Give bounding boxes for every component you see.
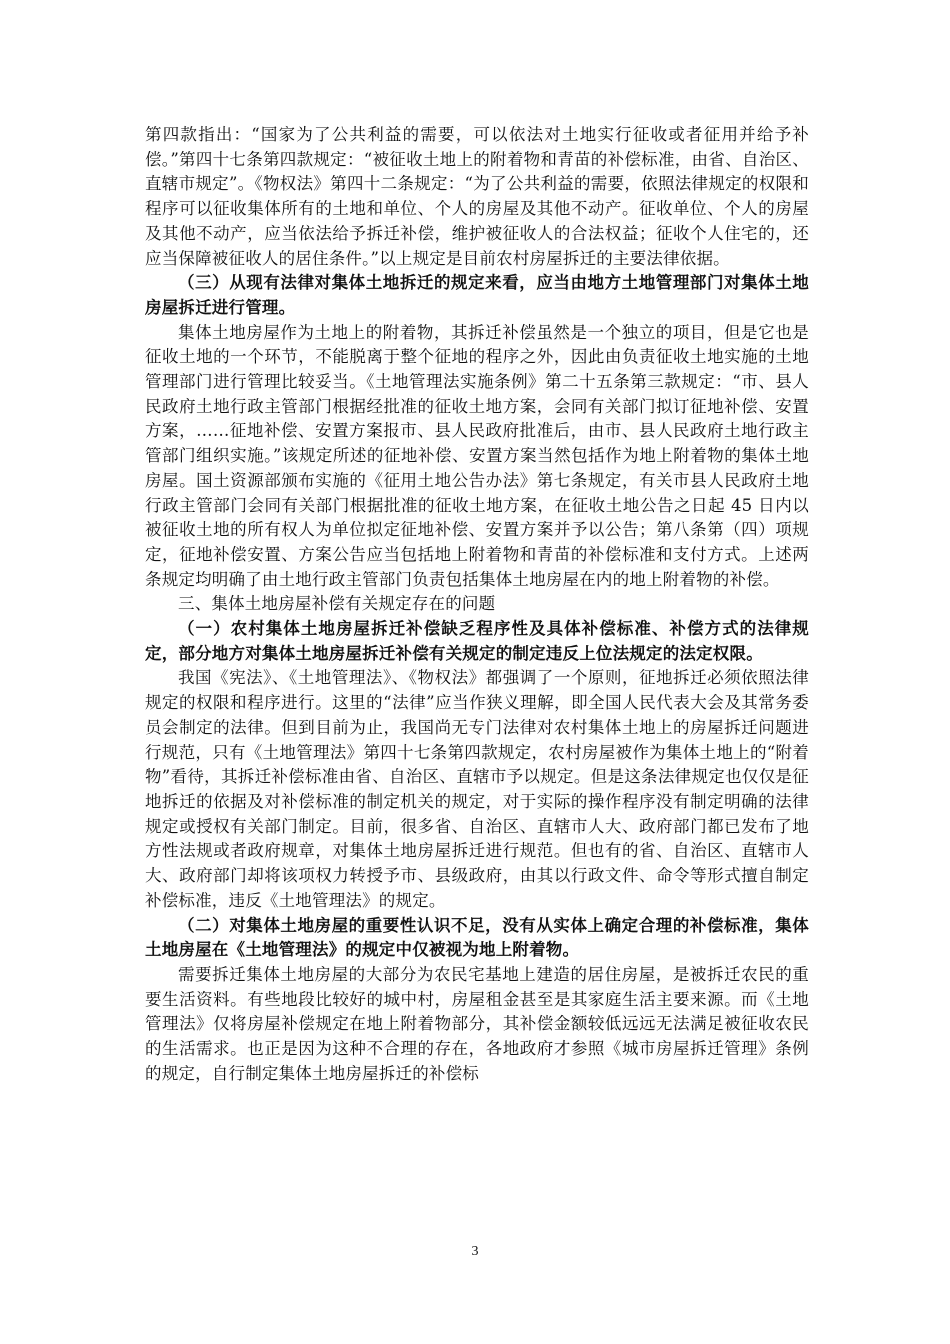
section-heading: 三、集体土地房屋补偿有关规定存在的问题 [178, 594, 496, 614]
sub-heading: （一）农村集体土地房屋拆迁补偿缺乏程序性及具体补偿标准、补偿方式的法律规定，部分地方对集体土地房屋拆迁补偿有关规定的制定违反上位法规定的法定权限。 [145, 619, 809, 663]
page-number: 3 [471, 1244, 479, 1259]
body-paragraph: 第四款指出：“国家为了公共利益的需要，可以依法对土地实行征收或者征用并给予补偿。”第四十七条第四款规定：“被征收土地上的附着物和青苗的补偿标准，由省、自治区、直辖市规定”。《物权法》第四十二条规定：“为了公共利益的需要，依照法律规定的权限和程序可以征收集体所有的土地和单位、个人的房屋及其他不动产。征收单位、个人的房屋及其他不动产，应当依法给予拆迁补偿，维护被征收人的合法权益；征收个人住宅的，还应当保障被征收人的居住条件。”以上规定是目前农村房屋拆迁的主要法律依据。 [145, 125, 809, 268]
body-paragraph: 我国《宪法》、《土地管理法》、《物权法》都强调了一个原则，征地拆迁必须依照法律规定的权限和程序进行。这里的“法律”应当作狭义理解，即全国人民代表大会及其常务委员会制定的法律。但到目前为止，我国尚无专门法律对农村集体土地上的房屋拆迁问题进行规范，只有《土地管理法》第四十七条第四款规定，农村房屋被作为集体土地上的“附着物”看待，其拆迁补偿标准由省、自治区、直辖市予以规定。但是这条法律规定也仅仅是征地拆迁的依据及对补偿标准的制定机关的规定，对于实际的操作程序没有制定明确的法律规定或授权有关部门制定。目前，很多省、自治区、直辖市人大、政府部门都已发布了地方性法规或者政府规章，对集体土地房屋拆迁进行规范。但也有的省、自治区、直辖市人大、政府部门却将该项权力转授予市、县级政府，由其以行政文件、命令等形式擅自制定补偿标准，违反《土地管理法》的规定。 [145, 668, 809, 910]
document-body [145, 123, 809, 1086]
sub-heading: （二）对集体土地房屋的重要性认识不足，没有从实体上确定合理的补偿标准，集体土地房屋在《土地管理法》的规定中仅被视为地上附着物。 [145, 915, 809, 960]
sub-heading: （三）从现有法律对集体土地拆迁的规定来看，应当由地方土地管理部门对集体土地房屋拆迁进行管理。 [145, 273, 809, 317]
body-paragraph: 需要拆迁集体土地房屋的大部分为农民宅基地上建造的居住房屋，是被拆迁农民的重要生活资料。有些地段比较好的城中村，房屋租金甚至是其家庭生活主要来源。而《土地管理法》仅将房屋补偿规定在地上附着物部分，其补偿金额较低远远无法满足被征收农民的生活需求。也正是因为这种不合理的存在，各地政府才参照《城市房屋拆迁管理》条例的规定，自行制定集体土地房屋拆迁的补偿标 [145, 964, 809, 1083]
body-paragraph: 集体土地房屋作为土地上的附着物，其拆迁补偿虽然是一个独立的项目，但是它也是征收土地的一个环节，不能脱离于整个征地的程序之外，因此由负责征收土地实施的土地管理部门进行管理比较妥当。《土地管理法实施条例》第二十五条第三款规定：“市、县人民政府土地行政主管部门根据经批准的征收土地方案，会同有关部门拟订征地补偿、安置方案，……征地补偿、安置方案报市、县人民政府批准后，由市、县人民政府土地行政主管部门组织实施。”该规定所述的征地补偿、安置方案当然包括作为地上附着物的集体土地房屋。国土资源部颁布实施的《征用土地公告办法》第七条规定，有关市县人民政府土地行政主管部门会同有关部门根据批准的征收土地方案，在征收土地公告之日起 45 日内以被征收土地的所有权人为单位拟定征地补偿、安置方案并予以公告；第八条第（四）项规定，征地补偿安置、方案公告应当包括地上附着物和青苗的补偿标准和支付方式。上述两条规定均明确了由土地行政主管部门负责包括集体土地房屋在内的地上附着物的补偿。 [145, 322, 809, 589]
